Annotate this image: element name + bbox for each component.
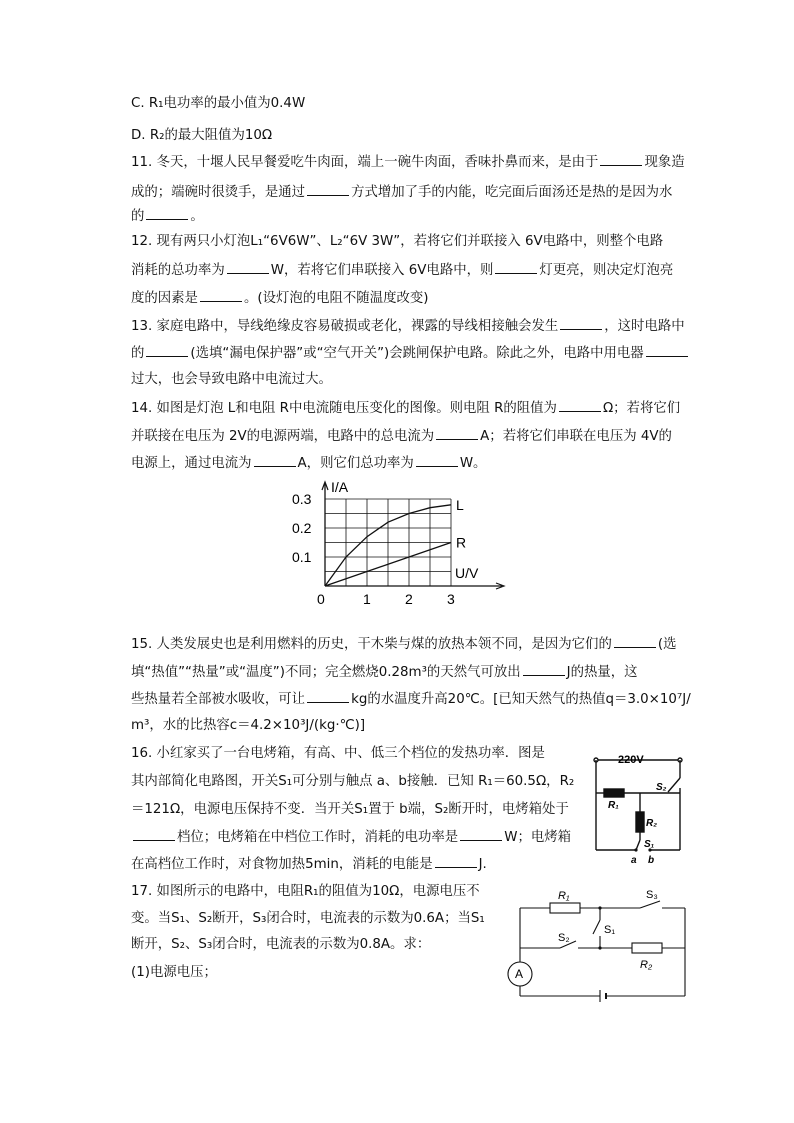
- y-tick-label: 0.2: [292, 520, 312, 536]
- answer-blank[interactable]: [560, 316, 602, 330]
- q14-line3: 电源上，通过电流为 A，则它们总功率为 W。: [131, 453, 486, 474]
- q15-line4: m³，水的比热容c＝4.2×10³J/(kg·℃)]: [131, 718, 366, 733]
- answer-blank[interactable]: [523, 662, 565, 676]
- answer-blank[interactable]: [227, 260, 269, 274]
- q13-line3: 过大，也会导致电路中电流过大。: [131, 372, 332, 387]
- q15-line2: 填“热值”“热量”或“温度”)不同；完全燃烧0.28m³的天然气可放出 J的热量，这: [131, 662, 638, 683]
- answer-blank[interactable]: [200, 288, 242, 302]
- answer-blank[interactable]: [435, 854, 477, 868]
- s1-label: S₁: [604, 924, 616, 936]
- iu-chart: [280, 478, 510, 613]
- q11-line1: 11. 冬天，十堰人民早餐爱吃牛肉面，端上一碗牛肉面，香味扑鼻而来，是由于 现象造: [131, 152, 685, 173]
- q17-line4: (1)电源电压；: [131, 965, 217, 980]
- answer-blank[interactable]: [646, 343, 688, 357]
- origin-label: 0: [317, 591, 325, 607]
- x-tick-label: 1: [363, 591, 371, 607]
- q13-line1: 13. 家庭电路中，导线绝缘皮容易破损或老化，裸露的导线相接触会发生 ，这时电路中: [131, 316, 685, 337]
- q16-line3: ＝121Ω，电源电压保持不变．当开关S₁置于 b端，S₂断开时，电烤箱处于: [131, 802, 569, 817]
- voltage-label: 220V: [618, 754, 644, 766]
- answer-blank[interactable]: [600, 152, 642, 166]
- q11-line2: 成的；端碗时很烫手，是通过 方式增加了手的内能，吃完面后面汤还是热的是因为水: [131, 182, 672, 203]
- answer-blank[interactable]: [460, 827, 502, 841]
- series-label-R: R: [456, 534, 467, 551]
- oven-circuit-diagram: [588, 748, 690, 868]
- q15-line1: 15. 人类发展史也是利用燃料的历史，干木柴与煤的放热本领不同，是因为它们的 (选: [131, 634, 676, 655]
- y-tick-label: 0.1: [292, 549, 312, 565]
- option-c: C. R₁电功率的最小值为0.4W: [131, 96, 306, 111]
- q15-line3: 些热量若全部被水吸收，可让 kg的水温度升高20℃。[已知天然气的热值q＝3.0×10⁷J/: [131, 689, 691, 710]
- q12-line1: 12. 现有两只小灯泡L₁“6V6W”、L₂“6V 3W”，若将它们并联接入 6V电路中，则整个电路: [131, 234, 664, 249]
- q16-line1: 16. 小红家买了一台电烤箱，有高、中、低三个档位的发热功率．图是: [131, 746, 545, 761]
- answer-blank[interactable]: [416, 453, 458, 467]
- answer-blank[interactable]: [133, 827, 175, 841]
- answer-blank[interactable]: [146, 343, 188, 357]
- s2-label: S₂: [558, 932, 570, 944]
- s1-label: S₁: [644, 839, 655, 850]
- q17-line2: 变。当S₁、S₂断开，S₃闭合时，电流表的示数为0.6A；当S₁: [131, 911, 485, 926]
- q11-line3: 的 。: [131, 206, 204, 227]
- q17-line3: 断开，S₂、S₃闭合时，电流表的示数为0.8A。求：: [131, 937, 431, 952]
- chart-grid: [325, 499, 451, 586]
- q12-line3: 度的因素是 。(设灯泡的电阻不随温度改变): [131, 288, 428, 309]
- series-label-L: L: [456, 496, 464, 513]
- answer-blank[interactable]: [436, 426, 478, 440]
- q14-line2: 并联接在电压为 2V的电源两端，电路中的总电流为 A；若将它们串联在电压为 4V的: [131, 426, 672, 447]
- answer-blank[interactable]: [307, 689, 349, 703]
- x-tick-label: 3: [447, 591, 455, 607]
- answer-blank[interactable]: [559, 398, 601, 412]
- r1-label: R₁: [608, 800, 619, 811]
- q14-line1: 14. 如图是灯泡 L和电阻 R中电流随电压变化的图像。则电阻 R的阻值为 Ω；若将它们: [131, 398, 680, 419]
- q16-line5: 在高档位工作时，对食物加热5min，消耗的电能是 J.: [131, 854, 487, 875]
- answer-blank[interactable]: [614, 634, 656, 648]
- ammeter-label: A: [515, 967, 524, 981]
- r2-label: R₂: [640, 959, 653, 971]
- option-d: D. R₂的最大阻值为10Ω: [131, 128, 273, 143]
- q16-line4: 档位；电烤箱在中档位工作时，消耗的电功率是 W；电烤箱: [131, 827, 571, 848]
- q12-line2: 消耗的总功率为 W，若将它们串联接入 6V电路中，则 灯更亮，则决定灯泡亮: [131, 260, 673, 281]
- answer-blank[interactable]: [307, 182, 349, 196]
- answer-blank[interactable]: [146, 206, 188, 220]
- x-axis-label: U/V: [455, 565, 479, 581]
- r1-label: R₁: [558, 890, 570, 902]
- answer-blank[interactable]: [254, 453, 296, 467]
- contact-a-label: a: [631, 855, 637, 866]
- y-axis-label: I/A: [331, 479, 349, 495]
- s3-label: S₃: [646, 889, 658, 901]
- r2-label: R₂: [646, 818, 658, 829]
- q16-line2: 其内部简化电路图，开关S₁可分别与触点 a、b接触．已知 R₁＝60.5Ω，R₂: [131, 774, 575, 789]
- y-tick-label: 0.3: [292, 491, 312, 507]
- contact-b-label: b: [648, 855, 655, 866]
- s2-label: S₂: [656, 782, 667, 793]
- x-tick-label: 2: [405, 591, 413, 607]
- answer-blank[interactable]: [495, 260, 537, 274]
- q17-line1: 17. 如图所示的电路中，电阻R₁的阻值为10Ω，电源电压不: [131, 884, 480, 899]
- q17-circuit-diagram: [500, 886, 694, 1004]
- q13-line2: 的 (选填“漏电保护器”或“空气开关”)会跳闸保护电路。除此之外，电路中用电器: [131, 343, 690, 364]
